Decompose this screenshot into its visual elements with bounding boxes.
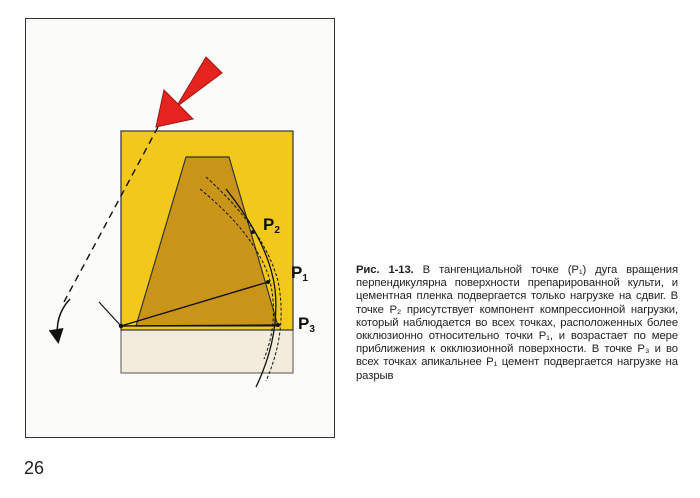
label-p2: P2 [263, 215, 280, 236]
point-p2-marker [251, 230, 255, 234]
pivot-point [119, 324, 123, 328]
rotation-arrow [57, 299, 70, 341]
label-p1: P1 [291, 263, 308, 284]
diagram [26, 19, 336, 439]
figure-frame [25, 18, 335, 438]
point-p1-marker [266, 280, 270, 284]
caption-label: Рис. 1-13. [356, 264, 414, 276]
figure-caption [356, 264, 678, 383]
force-arrow [156, 57, 222, 127]
label-p3: P3 [298, 314, 315, 335]
point-p3-marker [276, 323, 280, 327]
page-number: 26 [24, 458, 45, 478]
pivot-line [99, 302, 121, 326]
radius-p3 [121, 325, 278, 326]
caption-text: В тангенциальной точке (P₁) дуга вращения перпендикулярна поверхности препарированной культи, и цементная пленка подвергается только нагрузке на сдвиг. В точке P₂ присутствует компонент компрессионной нагрузки, который наблюдается во всех точках, расположенных более окклюзионно относительно точки P₁, и возрастает по мере приближения к окклюзионной поверхности. В точке P₃ и во всех точках апикальнее P₁ цемент подвергается нагрузке на разрыв [356, 264, 678, 382]
root-base [121, 330, 293, 373]
